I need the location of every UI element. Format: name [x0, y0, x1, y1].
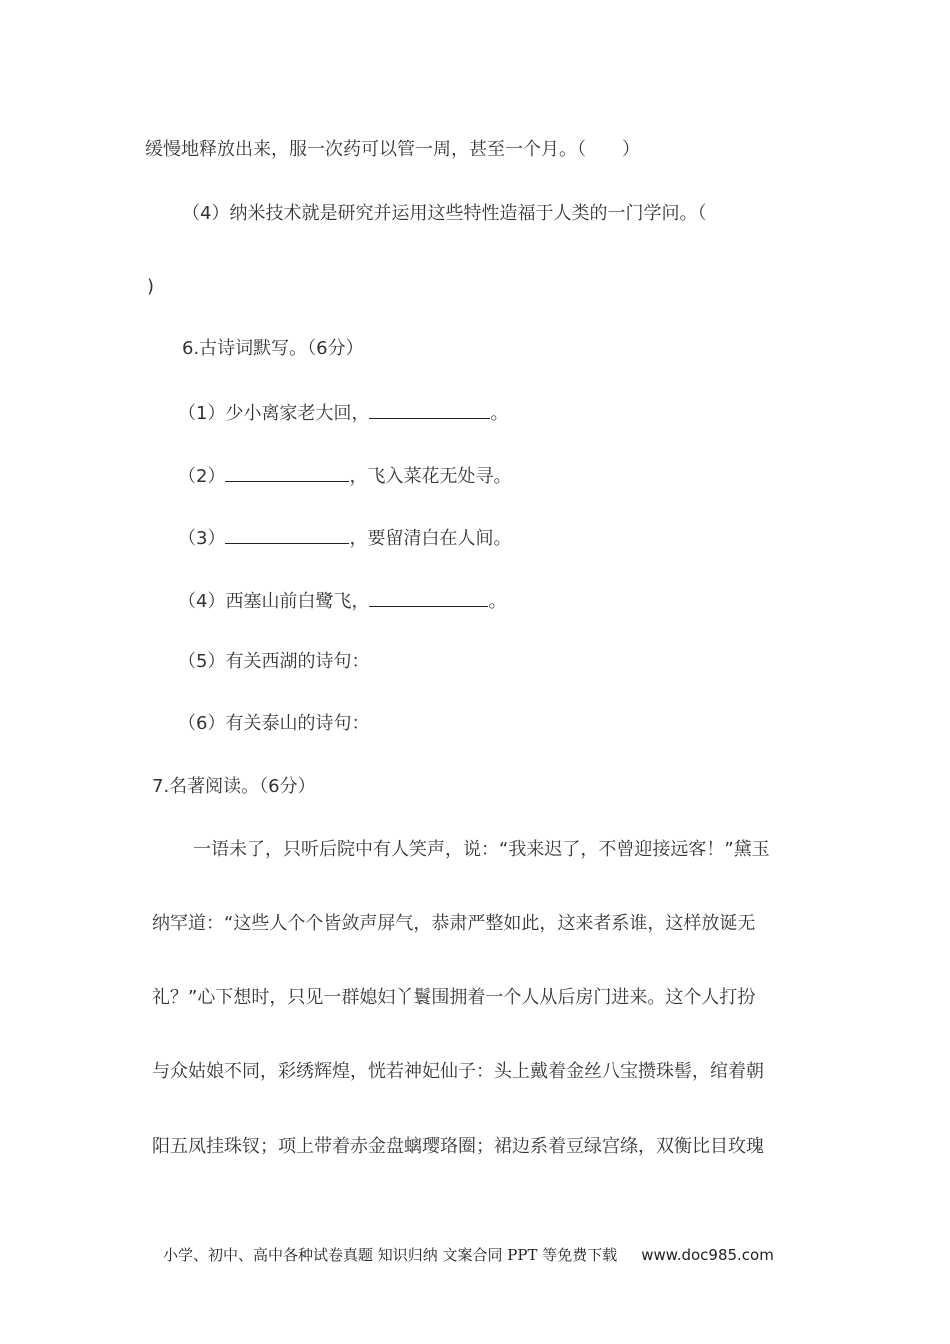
- passage-line: 一语未了，只听后院中有人笑声，说：“我来迟了，不曾迎接远客！”黛玉: [193, 839, 770, 860]
- question-6-3: [178, 525, 511, 551]
- passage-line: 阳五凤挂珠钗；项上带着赤金盘螭璎珞圈；裙边系着豆绿宫绦，双衡比目玫瑰: [152, 1136, 764, 1157]
- question-6-4: [178, 588, 506, 614]
- question-text: ，飞入菜花无处寻。: [349, 466, 512, 487]
- passage-line: 与众姑娘不同，彩绣辉煌，恍若神妃仙子：头上戴着金丝八宝攒珠髻，绾着朝: [152, 1061, 764, 1082]
- answer-blank[interactable]: [225, 463, 349, 482]
- question-5-4: （4）纳米技术就是研究并运用这些特性造福于人类的一门学问。（: [182, 203, 707, 224]
- question-text: 。: [488, 591, 507, 612]
- question-text: （4）西塞山前白鹭飞，: [178, 591, 370, 612]
- question-text: （3）: [178, 528, 226, 549]
- question-6-1: [178, 400, 508, 426]
- question-text: （1）少小离家老大回，: [178, 403, 370, 424]
- footer-text: 小学、初中、高中各种试卷真题 知识归纳 文案合同 PPT 等免费下载: [163, 1246, 618, 1264]
- text-line: 缓慢地释放出来，服一次药可以管一周，甚至一个月。（ ）: [145, 139, 640, 160]
- question-text: 。: [490, 403, 509, 424]
- question-text: ，要留清白在人间。: [349, 528, 512, 549]
- question-6-5: （5）有关西湖的诗句：: [178, 651, 370, 672]
- footer: [163, 1244, 774, 1265]
- passage-line: 礼？”心下想时，只见一群媳妇丫鬟围拥着一个人从后房门进来。这个人打扮: [152, 987, 756, 1008]
- answer-blank[interactable]: [369, 400, 490, 419]
- question-text: （2）: [178, 466, 226, 487]
- footer-url[interactable]: www.doc985.com: [641, 1246, 774, 1264]
- text-line: ): [147, 276, 155, 297]
- answer-blank[interactable]: [225, 525, 349, 544]
- answer-blank[interactable]: [369, 588, 488, 607]
- question-7-title: 7.名著阅读。（6分）: [152, 776, 316, 797]
- question-6-6: （6）有关泰山的诗句：: [178, 713, 370, 734]
- question-6-2: [178, 463, 511, 489]
- question-6-title: 6.古诗词默写。（6分）: [182, 338, 364, 359]
- passage-line: 纳罕道：“这些人个个皆敛声屏气，恭肃严整如此，这来者系谁，这样放诞无: [152, 913, 756, 934]
